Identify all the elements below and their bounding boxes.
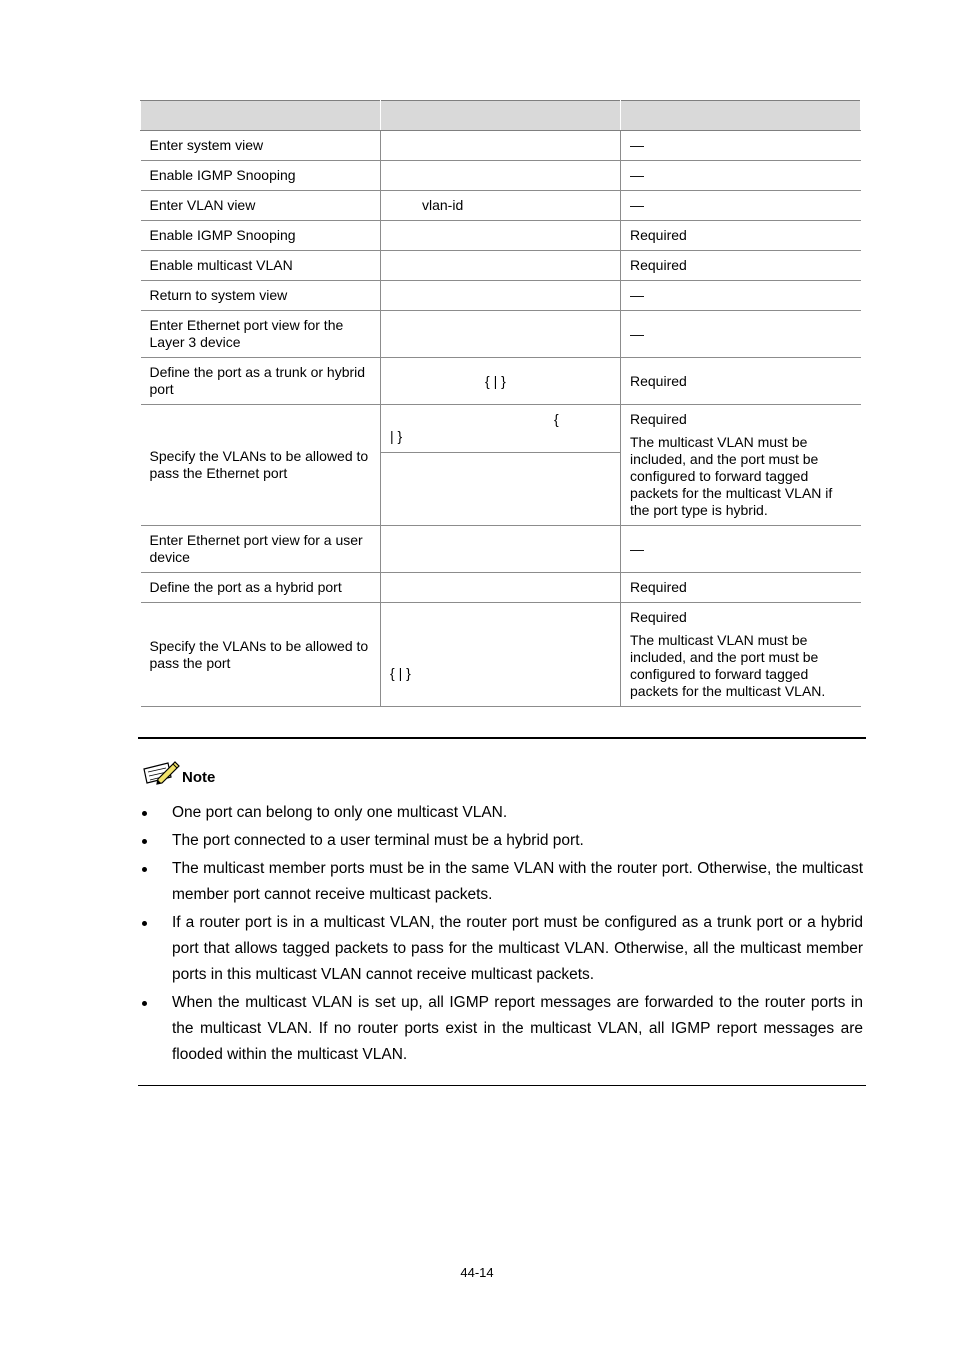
operation-cell: Specify the VLANs to be allowed to pass the port — [141, 603, 381, 707]
header-command — [381, 101, 621, 131]
command-syntax: { | } — [390, 665, 411, 681]
remarks-cell: — — [621, 191, 861, 221]
operation-cell: Enter Ethernet port view for the Layer 3 device — [141, 311, 381, 358]
operation-cell: Return to system view — [141, 281, 381, 311]
command-cell — [381, 221, 621, 251]
list-item — [138, 828, 863, 854]
table-row — [141, 161, 861, 191]
operation-cell: Enable IGMP Snooping — [141, 221, 381, 251]
bullet-icon — [142, 867, 147, 872]
operation-cell: Enter VLAN view — [141, 191, 381, 221]
command-cell — [381, 526, 621, 573]
note-top-rule — [138, 737, 866, 739]
remarks-cell — [621, 405, 861, 526]
table-header-row — [141, 101, 861, 131]
note-pencil-icon — [142, 759, 180, 787]
list-item — [138, 856, 863, 908]
note-text: The multicast member ports must be in the same VLAN with the router port. Otherwise, the multicast member port cannot receive multicast packets. — [172, 860, 863, 903]
command-cell — [381, 251, 621, 281]
command-syntax-line2: | } — [390, 428, 403, 444]
table-row — [141, 281, 861, 311]
header-operation — [141, 101, 381, 131]
command-cell — [381, 405, 621, 453]
table-row — [141, 603, 861, 707]
list-item — [138, 910, 863, 988]
command-cell — [381, 358, 621, 405]
remarks-title: Required — [630, 609, 687, 625]
operation-cell: Enable multicast VLAN — [141, 251, 381, 281]
operation-cell: Enable IGMP Snooping — [141, 161, 381, 191]
bullet-icon — [142, 921, 147, 926]
command-cell — [381, 191, 621, 221]
table-row — [141, 405, 861, 453]
table-row — [141, 191, 861, 221]
table-row — [141, 311, 861, 358]
list-item — [138, 990, 863, 1068]
header-remarks — [621, 101, 861, 131]
note-label: Note — [182, 769, 216, 786]
command-cell — [381, 131, 621, 161]
command-cell — [381, 603, 621, 707]
operation-cell: Enter system view — [141, 131, 381, 161]
remarks-cell: — — [621, 311, 861, 358]
remarks-cell — [621, 603, 861, 707]
command-cell — [381, 161, 621, 191]
table-row — [141, 251, 861, 281]
command-cell — [381, 311, 621, 358]
command-syntax: { | } — [485, 372, 506, 389]
note-text: If a router port is in a multicast VLAN, the router port must be configured as a trunk port or a hybrid port that allows tagged packets to pass for the multicast VLAN. Otherwise, all the multicast member ports in this multicast VLAN cannot receive multicast packets. — [172, 914, 863, 983]
remarks-cell: Required — [621, 358, 861, 405]
operation-cell: Define the port as a hybrid port — [141, 573, 381, 603]
remarks-cell: — — [621, 526, 861, 573]
remarks-cell: — — [621, 281, 861, 311]
remarks-body: The multicast VLAN must be included, and the port must be configured to forward tagged packets for the multicast VLAN if the port type is hybrid. — [630, 434, 833, 518]
remarks-cell: Required — [621, 251, 861, 281]
command-syntax-line1: { — [554, 411, 559, 427]
remarks-cell: — — [621, 161, 861, 191]
command-cell — [381, 573, 621, 603]
bullet-icon — [142, 839, 147, 844]
command-cell — [381, 453, 621, 526]
page-number: 44-14 — [460, 1265, 494, 1280]
operation-cell: Enter Ethernet port view for a user device — [141, 526, 381, 573]
list-item — [138, 800, 863, 826]
remarks-cell: Required — [621, 221, 861, 251]
note-bottom-rule — [138, 1085, 866, 1086]
operation-cell: Define the port as a trunk or hybrid port — [141, 358, 381, 405]
table-row — [141, 358, 861, 405]
command-cell — [381, 281, 621, 311]
command-argument: vlan-id — [422, 197, 464, 213]
table-row — [141, 573, 861, 603]
bullet-icon — [142, 811, 147, 816]
operation-cell: Specify the VLANs to be allowed to pass the Ethernet port — [141, 405, 381, 526]
configuration-table — [140, 100, 861, 707]
note-text: The port connected to a user terminal must be a hybrid port. — [172, 832, 584, 849]
note-list — [138, 800, 863, 1070]
remarks-cell: Required — [621, 573, 861, 603]
table-row — [141, 221, 861, 251]
bullet-icon — [142, 1001, 147, 1006]
remarks-body: The multicast VLAN must be included, and the port must be configured to forward tagged packets for the multicast VLAN. — [630, 632, 826, 699]
table-row — [141, 131, 861, 161]
table-row — [141, 526, 861, 573]
note-header — [142, 757, 215, 787]
remarks-title: Required — [630, 411, 687, 427]
note-text: When the multicast VLAN is set up, all IGMP report messages are forwarded to the router ports in the multicast VLAN. If no router ports exist in the multicast VLAN, all IGMP report messages are flooded within the multicast VLAN. — [172, 994, 863, 1063]
note-text: One port can belong to only one multicast VLAN. — [172, 804, 508, 821]
remarks-cell: — — [621, 131, 861, 161]
